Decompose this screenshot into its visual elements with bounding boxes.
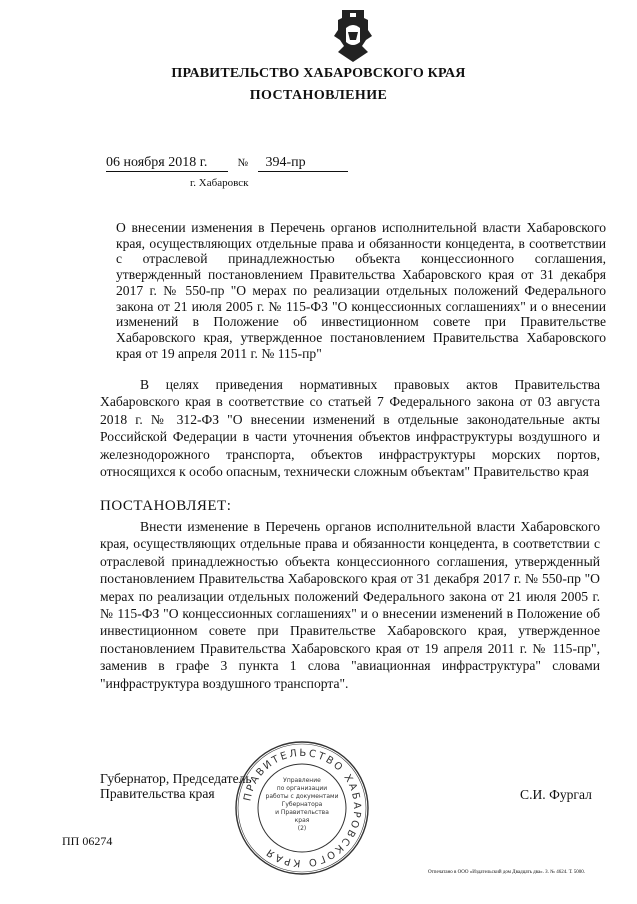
printer-note: Отпечатано в ООО «Издательский дом Двадцать два». З. № 4624. Т. 5000.: [428, 870, 586, 875]
svg-text:ПРАВИТЕЛЬСТВО ХАБАРОВСКОГО КРА: [242, 748, 362, 868]
stamp-ring-text: ПРАВИТЕЛЬСТВО ХАБАРОВСКОГО КРАЯ: [242, 747, 363, 869]
date-number-line: [106, 155, 348, 172]
organization-heading: ПРАВИТЕЛЬСТВО ХАБАРОВСКОГО КРАЯ: [171, 66, 466, 81]
preamble-paragraph: В целях приведения нормативных правовых актов Правительства Хабаровского края в соответствие со статьей 7 Федерального закона от 03 августа 2018 г. № 312-ФЗ "О внесении изменений в отдельные законодательные акты Российской Федерации в части уточнения объектов инфраструктуры воздушного и железнодорожного транспорта, объектов инфраструктуры морских портов, относящихся к особо опасным, технически сложным объектам" Правительство края: [100, 377, 600, 480]
number-sign: №: [237, 157, 248, 169]
signatory-title-line1: Губернатор, Председатель: [100, 771, 252, 786]
signatory-title-line2: Правительства края: [100, 786, 215, 802]
registry-number: ПП 06274: [62, 834, 113, 848]
stamp-line: края: [294, 817, 310, 824]
stamp-line: по организации: [276, 785, 328, 792]
document-city: г. Хабаровск: [190, 177, 249, 189]
signatory-name: С.И. Фургал: [520, 787, 592, 802]
document-subject: О внесении изменения в Перечень органов исполнительной власти Хабаровского края, осуществляющих отдельные права и обязанности концедента, в соответствии с отраслевой принадлежностью объекта концессионного соглашения, утвержденный постановлением Правительства Хабаровского края от 31 декабря 2017 г. № 550-пр "О мерах по реализации отдельных положений Федерального закона от 21 июля 2005 г. № 115-ФЗ "О концессионных соглашениях" и о внесении изменений в Положение об инвестиционном совете при Правительстве Хабаровского края, утвержденное постановлением Правительства Хабаровского края от 19 апреля 2011 г. № 115-пр": [116, 220, 606, 361]
stamp-line: и Правительства: [275, 809, 329, 816]
official-stamp: [232, 738, 372, 878]
document-type-heading: ПОСТАНОВЛЕНИЕ: [249, 88, 388, 103]
stamp-line: Управление: [283, 777, 321, 784]
signatory-title: [100, 771, 252, 802]
document-date: 06 ноября 2018 г.: [106, 155, 228, 172]
stamp-line: (2): [297, 825, 307, 832]
stamp-line: работы с документами: [265, 793, 339, 800]
coat-of-arms-emblem: [328, 6, 378, 66]
document-number: 394-пр: [258, 155, 348, 172]
stamp-line: Губернатора: [281, 801, 323, 808]
resolves-heading: ПОСТАНОВЛЯЕТ:: [100, 498, 232, 514]
resolution-body: Внести изменение в Перечень органов исполнительной власти Хабаровского края, осуществляющих отдельные права и обязанности концедента, в соответствии с отраслевой принадлежностью объекта концессионного соглашения, утвержденный постановлением Правительства Хабаровского края от 31 декабря 2017 г. № 550-пр "О мерах по реализации отдельных положений Федерального закона от 21 июля 2005 г. № 115-ФЗ "О концессионных соглашениях" и о внесении изменений в Положение об инвестиционном совете при Правительстве Хабаровского края, утвержденное постановлением Правительства Хабаровского края от 19 апреля 2011 г. № 115-пр", заменив в графе 3 пункта 1 слова "авиационная инфраструктура" словами "инфраструктура воздушного транспорта".: [100, 519, 600, 691]
